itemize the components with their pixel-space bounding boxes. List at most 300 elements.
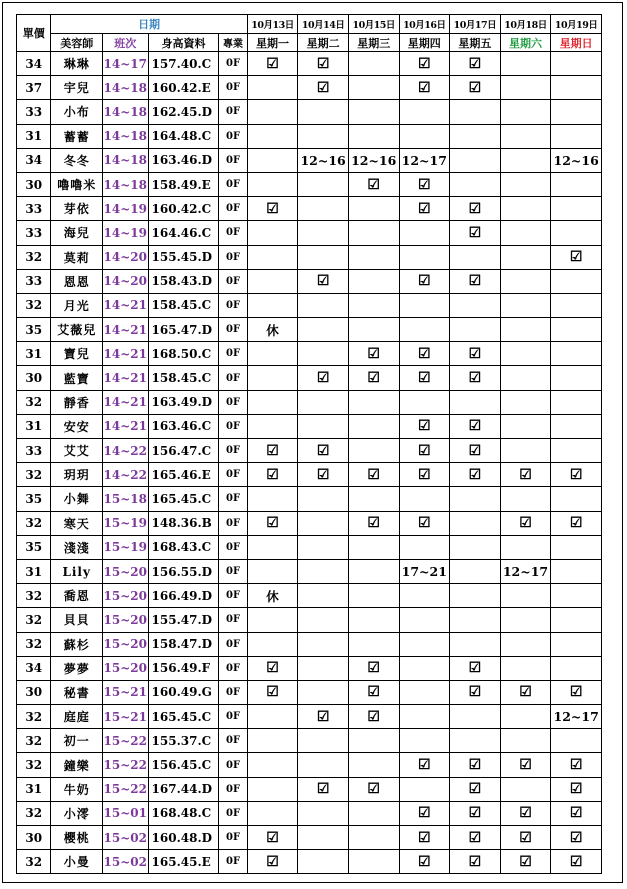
day-cell-5: [450, 608, 501, 632]
day-cell-3: ☑: [348, 342, 399, 366]
day-cell-7: [551, 221, 602, 245]
day-cell-1: [247, 124, 298, 148]
day-cell-6: [500, 76, 551, 100]
day-cell-2: ☑: [298, 76, 349, 100]
table-row: [17, 680, 602, 704]
day-cell-6: [500, 608, 551, 632]
stylist-name-cell: 秘書: [51, 680, 103, 704]
day-cell-4: ☑: [399, 511, 450, 535]
day-cell-1: [247, 559, 298, 583]
price-cell: 32: [17, 608, 51, 632]
body-data-cell: 158.49.E: [148, 172, 219, 196]
table-row: [17, 293, 602, 317]
day-cell-6: [500, 318, 551, 342]
day-cell-5: [450, 535, 501, 559]
job-cell: 0F: [219, 608, 247, 632]
stylist-name-cell: 小布: [51, 100, 103, 124]
body-data-cell: 162.45.D: [148, 100, 219, 124]
day-cell-4: ☑: [399, 439, 450, 463]
table-row: [17, 414, 602, 438]
day-cell-2: [298, 511, 349, 535]
table-row: [17, 850, 602, 874]
stylist-name-cell: 夢夢: [51, 656, 103, 680]
day-cell-5: ☑: [450, 680, 501, 704]
day-cell-6: [500, 148, 551, 172]
table-row: [17, 52, 602, 76]
day-cell-5: [450, 390, 501, 414]
day-cell-7: [551, 584, 602, 608]
job-cell: 0F: [219, 293, 247, 317]
job-cell: 0F: [219, 172, 247, 196]
body-data-cell: 160.49.G: [148, 680, 219, 704]
body-data-cell: 156.45.C: [148, 753, 219, 777]
stylist-name-cell: 初一: [51, 729, 103, 753]
day-cell-6: ☑: [500, 826, 551, 850]
table-row: [17, 777, 602, 801]
price-cell: 31: [17, 559, 51, 583]
day-cell-7: ☑: [551, 463, 602, 487]
price-cell: 31: [17, 342, 51, 366]
stylist-header: 美容師: [51, 34, 103, 52]
price-cell: 30: [17, 680, 51, 704]
day-cell-5: [450, 729, 501, 753]
body-data-cell: 160.42.E: [148, 76, 219, 100]
table-row: [17, 753, 602, 777]
day-cell-2: [298, 197, 349, 221]
date-header-7: 10月19日: [551, 15, 602, 34]
day-cell-4: [399, 777, 450, 801]
day-cell-4: ☑: [399, 269, 450, 293]
job-cell: 0F: [219, 318, 247, 342]
price-cell: 31: [17, 414, 51, 438]
table-row: [17, 390, 602, 414]
class-cell: 15~21: [103, 705, 149, 729]
class-cell: 14~22: [103, 463, 149, 487]
weekday-header-4: 星期四: [399, 34, 450, 52]
day-cell-6: [500, 124, 551, 148]
job-cell: 0F: [219, 584, 247, 608]
day-cell-3: [348, 850, 399, 874]
class-cell: 14~21: [103, 342, 149, 366]
job-cell: 0F: [219, 535, 247, 559]
price-cell: 30: [17, 172, 51, 196]
job-cell: 0F: [219, 777, 247, 801]
class-cell: 14~19: [103, 197, 149, 221]
stylist-name-cell: 小舞: [51, 487, 103, 511]
stylist-name-cell: 冬冬: [51, 148, 103, 172]
stylist-name-cell: 小澪: [51, 801, 103, 825]
class-cell: 15~20: [103, 608, 149, 632]
day-cell-6: [500, 414, 551, 438]
day-cell-2: [298, 850, 349, 874]
body-data-cell: 168.43.C: [148, 535, 219, 559]
job-cell: 0F: [219, 801, 247, 825]
day-cell-5: ☑: [450, 777, 501, 801]
stylist-name-cell: 庭庭: [51, 705, 103, 729]
day-cell-1: [247, 342, 298, 366]
job-cell: 0F: [219, 511, 247, 535]
job-cell: 0F: [219, 245, 247, 269]
day-cell-5: ☑: [450, 76, 501, 100]
day-cell-1: [247, 487, 298, 511]
day-cell-5: ☑: [450, 753, 501, 777]
day-cell-2: 12~16: [298, 148, 349, 172]
class-cell: 14~18: [103, 76, 149, 100]
table-row: [17, 439, 602, 463]
stylist-name-cell: 嚕嚕米: [51, 172, 103, 196]
weekday-header-7: 星期日: [551, 34, 602, 52]
table-row: [17, 705, 602, 729]
day-cell-7: [551, 172, 602, 196]
job-cell: 0F: [219, 439, 247, 463]
day-cell-2: [298, 221, 349, 245]
day-cell-4: ☑: [399, 76, 450, 100]
day-cell-2: [298, 100, 349, 124]
day-cell-6: ☑: [500, 850, 551, 874]
table-row: [17, 100, 602, 124]
table-row: [17, 221, 602, 245]
class-cell: 14~18: [103, 148, 149, 172]
day-cell-2: [298, 680, 349, 704]
day-cell-4: [399, 487, 450, 511]
table-row: [17, 197, 602, 221]
day-cell-3: 12~16: [348, 148, 399, 172]
day-cell-2: [298, 172, 349, 196]
class-cell: 14~21: [103, 366, 149, 390]
class-cell: 15~22: [103, 729, 149, 753]
day-cell-6: 12~17: [500, 559, 551, 583]
day-cell-3: ☑: [348, 777, 399, 801]
day-cell-2: [298, 487, 349, 511]
class-cell: 14~18: [103, 100, 149, 124]
job-cell: 0F: [219, 850, 247, 874]
price-cell: 30: [17, 826, 51, 850]
table-row: [17, 342, 602, 366]
day-cell-7: ☑: [551, 850, 602, 874]
stylist-name-cell: 安安: [51, 414, 103, 438]
stylist-name-cell: 玥玥: [51, 463, 103, 487]
day-cell-5: ☑: [450, 269, 501, 293]
job-cell: 0F: [219, 197, 247, 221]
date-header-1: 10月13日: [247, 15, 298, 34]
class-cell: 15~20: [103, 584, 149, 608]
day-cell-4: [399, 221, 450, 245]
day-cell-4: ☑: [399, 850, 450, 874]
day-cell-4: ☑: [399, 52, 450, 76]
price-cell: 33: [17, 221, 51, 245]
table-row: [17, 632, 602, 656]
date-header-2: 10月14日: [298, 15, 349, 34]
schedule-table: [16, 14, 602, 874]
day-cell-7: [551, 124, 602, 148]
day-cell-3: [348, 608, 399, 632]
day-cell-3: [348, 318, 399, 342]
day-cell-1: [247, 535, 298, 559]
body-data-cell: 165.45.E: [148, 850, 219, 874]
day-cell-2: [298, 318, 349, 342]
day-cell-3: [348, 535, 399, 559]
day-cell-5: ☑: [450, 197, 501, 221]
stylist-name-cell: 莫莉: [51, 245, 103, 269]
class-cell: 14~17: [103, 52, 149, 76]
job-header: 專業: [219, 34, 247, 52]
table-row: [17, 172, 602, 196]
stylist-name-cell: 蓄蓄: [51, 124, 103, 148]
body-data-cell: 155.47.D: [148, 608, 219, 632]
job-cell: 0F: [219, 148, 247, 172]
day-cell-6: ☑: [500, 801, 551, 825]
day-cell-3: ☑: [348, 656, 399, 680]
day-cell-5: [450, 124, 501, 148]
day-cell-7: [551, 632, 602, 656]
job-cell: 0F: [219, 559, 247, 583]
day-cell-1: [247, 729, 298, 753]
job-cell: 0F: [219, 124, 247, 148]
stylist-name-cell: 牛奶: [51, 777, 103, 801]
day-cell-7: ☑: [551, 801, 602, 825]
day-cell-4: ☑: [399, 414, 450, 438]
day-cell-2: ☑: [298, 366, 349, 390]
class-cell: 15~22: [103, 753, 149, 777]
day-cell-2: ☑: [298, 52, 349, 76]
day-cell-1: ☑: [247, 52, 298, 76]
table-row: [17, 124, 602, 148]
class-cell: 15~02: [103, 826, 149, 850]
day-cell-6: [500, 729, 551, 753]
day-cell-2: ☑: [298, 269, 349, 293]
day-cell-5: ☑: [450, 801, 501, 825]
day-cell-3: [348, 197, 399, 221]
day-cell-6: ☑: [500, 511, 551, 535]
day-cell-6: [500, 584, 551, 608]
stylist-name-cell: 鐘樂: [51, 753, 103, 777]
price-cell: 32: [17, 632, 51, 656]
stylist-name-cell: 小曼: [51, 850, 103, 874]
class-cell: 14~18: [103, 172, 149, 196]
day-cell-4: [399, 390, 450, 414]
day-cell-7: [551, 293, 602, 317]
weekday-header-1: 星期一: [247, 34, 298, 52]
day-cell-5: ☑: [450, 656, 501, 680]
price-cell: 37: [17, 76, 51, 100]
day-cell-2: [298, 535, 349, 559]
day-cell-2: [298, 608, 349, 632]
stylist-name-cell: 蘇杉: [51, 632, 103, 656]
day-cell-3: ☑: [348, 463, 399, 487]
price-cell: 32: [17, 705, 51, 729]
job-cell: 0F: [219, 729, 247, 753]
stylist-name-cell: Lily: [51, 559, 103, 583]
day-cell-1: ☑: [247, 826, 298, 850]
day-cell-5: ☑: [450, 342, 501, 366]
day-cell-7: ☑: [551, 680, 602, 704]
day-cell-6: [500, 342, 551, 366]
day-cell-1: ☑: [247, 850, 298, 874]
day-cell-6: [500, 172, 551, 196]
job-cell: 0F: [219, 221, 247, 245]
body-data-cell: 164.48.C: [148, 124, 219, 148]
stylist-name-cell: 海兒: [51, 221, 103, 245]
job-cell: 0F: [219, 705, 247, 729]
body-data-cell: 156.55.D: [148, 559, 219, 583]
price-cell: 30: [17, 366, 51, 390]
day-cell-6: [500, 535, 551, 559]
class-cell: 14~21: [103, 318, 149, 342]
class-cell: 14~21: [103, 414, 149, 438]
day-cell-2: [298, 124, 349, 148]
stylist-name-cell: 淺淺: [51, 535, 103, 559]
stylist-name-cell: 琳琳: [51, 52, 103, 76]
day-cell-6: [500, 100, 551, 124]
day-cell-3: [348, 293, 399, 317]
job-cell: 0F: [219, 753, 247, 777]
day-cell-5: ☑: [450, 221, 501, 245]
class-cell: 15~20: [103, 632, 149, 656]
day-cell-7: [551, 414, 602, 438]
day-cell-3: ☑: [348, 511, 399, 535]
job-cell: 0F: [219, 390, 247, 414]
price-cell: 32: [17, 753, 51, 777]
day-cell-7: 12~16: [551, 148, 602, 172]
price-cell: 33: [17, 269, 51, 293]
table-row: [17, 535, 602, 559]
date-header-4: 10月16日: [399, 15, 450, 34]
day-cell-4: [399, 729, 450, 753]
day-cell-6: [500, 487, 551, 511]
day-cell-6: [500, 269, 551, 293]
stylist-name-cell: 藍寶: [51, 366, 103, 390]
job-cell: 0F: [219, 826, 247, 850]
body-header: 身高資料: [148, 34, 219, 52]
body-data-cell: 164.46.C: [148, 221, 219, 245]
price-cell: 32: [17, 511, 51, 535]
day-cell-7: [551, 76, 602, 100]
day-cell-1: ☑: [247, 439, 298, 463]
day-cell-5: [450, 584, 501, 608]
day-cell-3: [348, 632, 399, 656]
stylist-name-cell: 貝貝: [51, 608, 103, 632]
body-data-cell: 160.42.C: [148, 197, 219, 221]
body-data-cell: 155.45.D: [148, 245, 219, 269]
body-data-cell: 166.49.D: [148, 584, 219, 608]
day-cell-2: [298, 826, 349, 850]
table-row: [17, 801, 602, 825]
day-cell-1: 休: [247, 318, 298, 342]
day-cell-7: [551, 366, 602, 390]
class-cell: 15~01: [103, 801, 149, 825]
day-cell-3: [348, 100, 399, 124]
price-cell: 33: [17, 197, 51, 221]
price-cell: 33: [17, 439, 51, 463]
day-cell-3: [348, 269, 399, 293]
body-data-cell: 157.40.C: [148, 52, 219, 76]
day-cell-5: ☑: [450, 850, 501, 874]
day-cell-7: [551, 318, 602, 342]
day-cell-7: [551, 608, 602, 632]
day-cell-4: [399, 584, 450, 608]
class-cell: 14~20: [103, 269, 149, 293]
day-cell-1: [247, 414, 298, 438]
body-data-cell: 168.48.C: [148, 801, 219, 825]
day-cell-1: [247, 148, 298, 172]
day-cell-1: [247, 705, 298, 729]
day-cell-4: ☑: [399, 366, 450, 390]
day-cell-6: ☑: [500, 680, 551, 704]
day-cell-6: [500, 777, 551, 801]
day-cell-3: ☑: [348, 705, 399, 729]
day-cell-7: [551, 559, 602, 583]
day-cell-4: ☑: [399, 463, 450, 487]
day-cell-5: [450, 487, 501, 511]
class-cell: 14~19: [103, 221, 149, 245]
day-cell-5: [450, 100, 501, 124]
date-header-5: 10月17日: [450, 15, 501, 34]
day-cell-4: [399, 318, 450, 342]
day-cell-5: ☑: [450, 366, 501, 390]
day-cell-4: 12~17: [399, 148, 450, 172]
body-data-cell: 165.45.C: [148, 487, 219, 511]
table-row: [17, 608, 602, 632]
price-cell: 32: [17, 463, 51, 487]
day-cell-1: [247, 293, 298, 317]
day-cell-6: [500, 632, 551, 656]
stylist-name-cell: 芽依: [51, 197, 103, 221]
day-cell-1: [247, 245, 298, 269]
class-cell: 15~21: [103, 680, 149, 704]
price-cell: 34: [17, 656, 51, 680]
day-cell-7: [551, 342, 602, 366]
day-cell-4: [399, 656, 450, 680]
day-cell-5: [450, 705, 501, 729]
day-cell-7: [551, 100, 602, 124]
stylist-name-cell: 艾薇兒: [51, 318, 103, 342]
day-cell-7: ☑: [551, 753, 602, 777]
body-data-cell: 167.44.D: [148, 777, 219, 801]
day-cell-4: [399, 632, 450, 656]
day-cell-5: [450, 148, 501, 172]
day-cell-3: [348, 439, 399, 463]
date-header-3: 10月15日: [348, 15, 399, 34]
class-cell: 14~18: [103, 124, 149, 148]
table-row: [17, 463, 602, 487]
price-cell: 32: [17, 801, 51, 825]
day-cell-4: 17~21: [399, 559, 450, 583]
class-cell: 14~20: [103, 245, 149, 269]
body-data-cell: 163.46.D: [148, 148, 219, 172]
day-cell-1: [247, 390, 298, 414]
date-title: 日期: [51, 15, 247, 34]
day-cell-1: ☑: [247, 680, 298, 704]
table-row: [17, 729, 602, 753]
day-cell-7: [551, 269, 602, 293]
day-cell-4: ☑: [399, 197, 450, 221]
price-cell: 35: [17, 487, 51, 511]
body-data-cell: 158.45.C: [148, 293, 219, 317]
day-cell-1: [247, 100, 298, 124]
stylist-name-cell: 艾艾: [51, 439, 103, 463]
body-data-cell: 158.43.D: [148, 269, 219, 293]
day-cell-4: ☑: [399, 172, 450, 196]
day-cell-3: [348, 124, 399, 148]
day-cell-7: [551, 656, 602, 680]
day-cell-2: [298, 632, 349, 656]
day-cell-7: [551, 439, 602, 463]
job-cell: 0F: [219, 269, 247, 293]
day-cell-7: [551, 729, 602, 753]
day-cell-2: ☑: [298, 439, 349, 463]
day-cell-6: [500, 245, 551, 269]
stylist-name-cell: 櫻桃: [51, 826, 103, 850]
